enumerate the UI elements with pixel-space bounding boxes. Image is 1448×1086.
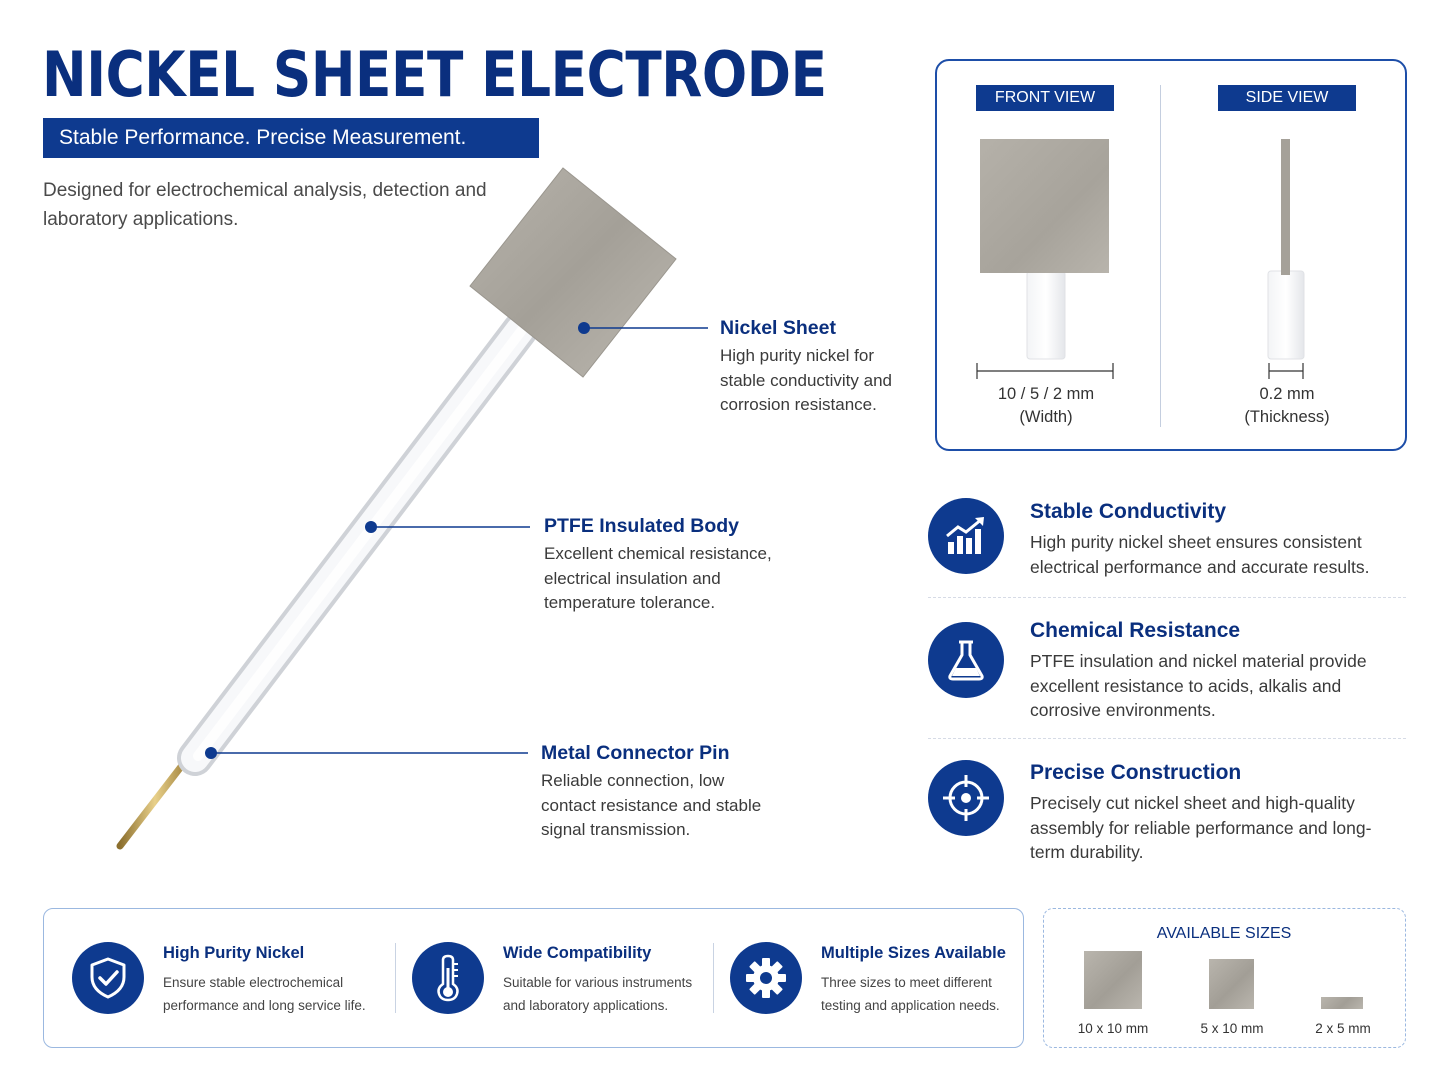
callout-nickel-sheet [720,317,920,418]
benefit-wide-compatibility [503,944,692,1017]
side-view-drawing [1247,135,1327,385]
size-swatch-10x10 [1084,951,1142,1009]
shield-check-icon [72,942,144,1014]
front-dimension: 10 / 5 / 2 mm [997,385,1095,403]
feature-separator [928,738,1406,739]
thermometer-icon [412,942,484,1014]
feature-text: PTFE insulation and nickel material provide excellent resistance to acids, alkalis and corrosive environments. [1030,651,1367,720]
benefit-title: Multiple Sizes Available [821,944,1006,962]
benefit-title: High Purity Nickel [163,944,305,962]
views-panel [935,59,1407,451]
callout-title: Metal Connector Pin [541,742,730,764]
feature-precise-construction [1030,761,1406,865]
size-label: 2 x 5 mm [1315,1021,1371,1036]
connector-pin-dot [205,747,217,759]
callout-connector-pin [541,742,769,843]
bar-chart-icon [928,498,1004,574]
front-dimension-note: (Width) [1019,408,1073,426]
connector-pin [120,755,190,846]
front-view-drawing [967,135,1127,385]
intro-text: Designed for electrochemical analysis, detection and laboratory applications. [43,180,487,230]
views-divider [1160,85,1161,427]
side-view-label: SIDE VIEW [1218,85,1356,111]
size-label: 10 x 10 mm [1077,1021,1149,1036]
tagline-banner: Stable Performance. Precise Measurement. [43,118,539,158]
feature-text: Precisely cut nickel sheet and high-quality assembly for reliable performance and long-term durability. [1030,793,1372,862]
front-view-label: FRONT VIEW [976,85,1114,111]
benefit-text: Suitable for various instruments and laboratory applications. [503,975,693,1013]
side-dimension: 0.2 mm [1259,385,1315,403]
crosshair-icon [928,760,1004,836]
available-sizes-panel [1043,908,1406,1048]
callout-text: Reliable connection, low contact resistance and stable signal transmission. [541,771,762,839]
flask-icon [928,622,1004,698]
benefit-multiple-sizes [821,944,1006,1017]
sizes-title: AVAILABLE SIZES [1156,925,1292,942]
benefit-high-purity [163,944,366,1017]
feature-title: Precise Construction [1030,761,1242,784]
feature-text: High purity nickel sheet ensures consistent electrical performance and accurate results. [1030,532,1370,577]
side-dimension-note: (Thickness) [1244,408,1330,426]
callout-ptfe-body [544,515,804,616]
feature-chemical-resistance [1030,619,1406,723]
callout-text: Excellent chemical resistance, electrical insulation and temperature tolerance. [544,544,772,612]
benefit-text: Three sizes to meet different testing and application needs. [821,975,1000,1013]
size-label: 5 x 10 mm [1200,1021,1264,1036]
feature-title: Chemical Resistance [1030,619,1241,642]
benefit-text: Ensure stable electrochemical performance and long service life. [163,975,366,1013]
benefits-panel [43,908,1024,1048]
callout-title: PTFE Insulated Body [544,515,740,537]
page-title: NICKEL SHEET ELECTRODE [42,38,827,111]
feature-separator [928,597,1406,598]
callout-title: Nickel Sheet [720,317,836,339]
feature-stable-conductivity [1030,500,1410,579]
callout-text: High purity nickel for stable conductivity and corrosion resistance. [720,346,892,414]
nickel-sheet-dot [578,322,590,334]
ptfe-body-dot [365,521,377,533]
benefit-separator [395,943,396,1013]
benefit-separator [713,943,714,1013]
feature-title: Stable Conductivity [1030,500,1227,523]
benefit-title: Wide Compatibility [503,944,652,962]
size-swatch-5x10 [1209,959,1254,1009]
gear-icon [730,942,802,1014]
size-swatch-2x5 [1321,997,1363,1009]
